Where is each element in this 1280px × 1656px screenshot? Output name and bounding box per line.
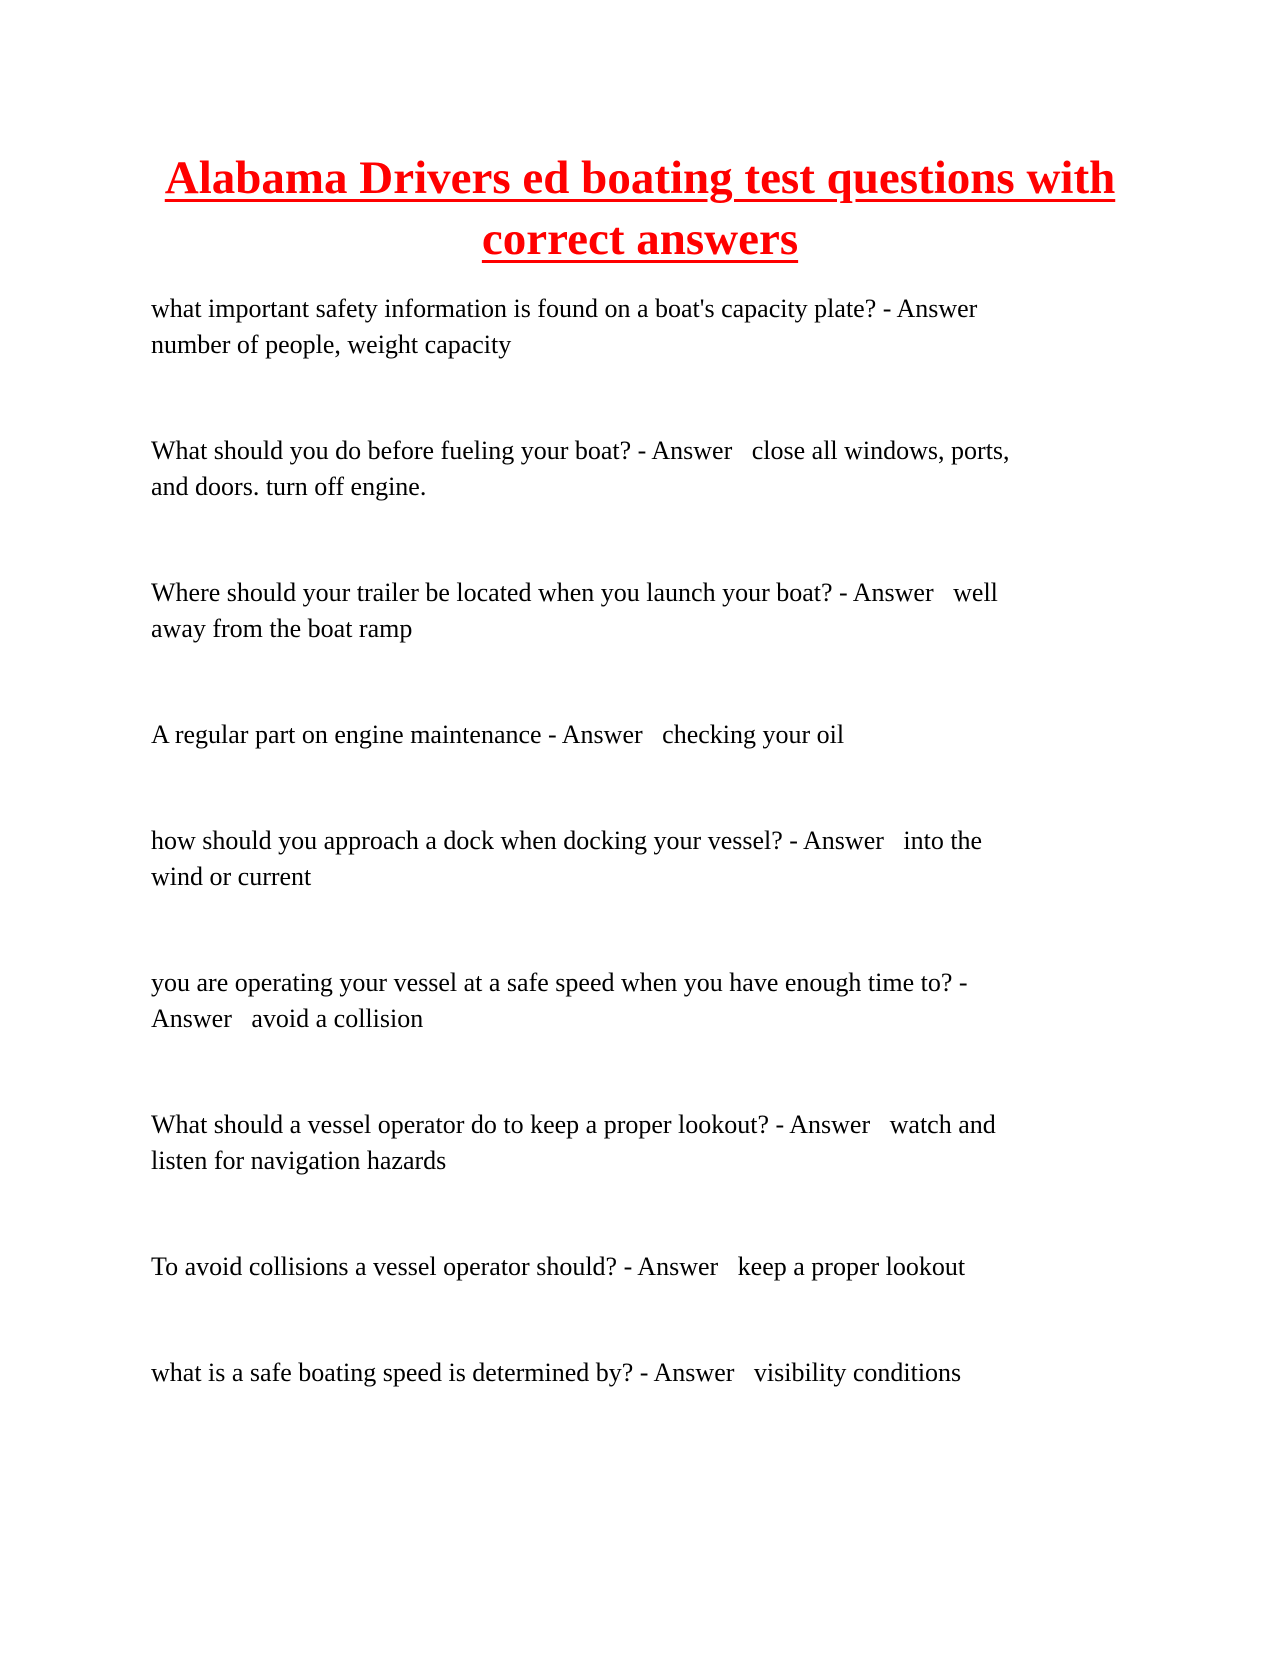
qa-item: what important safety information is found on a boat's capacity plate? - Answer number of people, weight capacity	[151, 294, 978, 359]
qa-item: What should a vessel operator do to keep a proper lookout? - Answer watch and listen for navigation hazards	[151, 1110, 996, 1175]
qa-item: To avoid collisions a vessel operator should? - Answer keep a proper lookout	[151, 1252, 966, 1281]
qa-item: how should you approach a dock when docking your vessel? - Answer into the wind or current	[151, 826, 983, 891]
document-title: Alabama Drivers ed boating test questions with correct answers	[164, 152, 1116, 265]
qa-item: what is a safe boating speed is determined by? - Answer visibility conditions	[151, 1358, 962, 1387]
qa-item: you are operating your vessel at a safe speed when you have enough time to? - Answer avoid a collision	[151, 968, 968, 1033]
qa-item: Where should your trailer be located when you launch your boat? - Answer well away from the boat ramp	[151, 578, 998, 643]
qa-item: A regular part on engine maintenance - Answer checking your oil	[151, 720, 845, 749]
qa-item: What should you do before fueling your boat? - Answer close all windows, ports, and doors. turn off engine.	[151, 436, 1010, 501]
qa-list	[151, 291, 1131, 1461]
